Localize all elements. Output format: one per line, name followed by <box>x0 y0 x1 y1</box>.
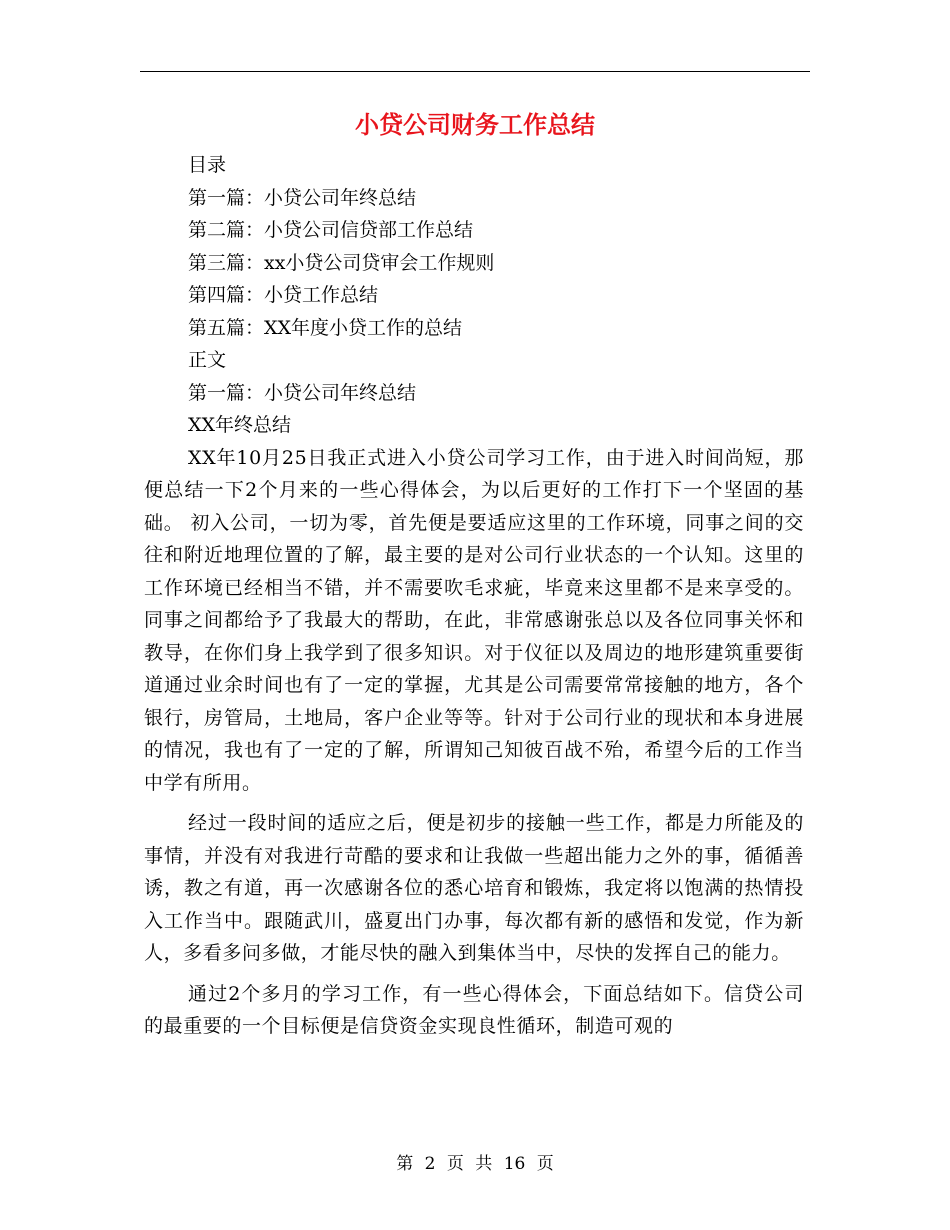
page-number: 第 2 页 共 16 页 <box>396 1154 554 1174</box>
toc-item-1: 第一篇：小贷公司年终总结 <box>188 186 417 209</box>
paragraph-1: XX年10月25日我正式进入小贷公司学习工作，由于进入时间尚短，那便总结一下2个月来的一些心得体会，为以后更好的工作打下一个坚固的基础。 初入公司，一切为零，首先便是要适应这里的工作环境，同事之间的交往和附近地理位置的了解，最主要的是对公司行业状态的一个认知。这里的工作环境已经相当不错，并不需要吹毛求疵，毕竟来这里都不是来享受的。同事之间都给予了我最大的帮助，在此，非常感谢张总以及各位同事关怀和教导，在你们身上我学到了很多知识。对于仪征以及周边的地形建筑重要街道通过业余时间也有了一定的掌握，尤其是公司需要常常接触的地方，各个银行，房管局，土地局，客户企业等等。针对于公司行业的现状和本身进展的情况，我也有了一定的了解，所谓知己知彼百战不殆，希望今后的工作当中学有所用。 <box>144 446 804 794</box>
paragraph-3: 通过2个多月的学习工作，有一些心得体会，下面总结如下。信贷公司的最重要的一个目标便是信贷资金实现良性循环，制造可观的 <box>144 982 804 1037</box>
document-body <box>144 149 804 1043</box>
toc-heading: 目录 <box>188 154 227 176</box>
section-subtitle: XX年终总结 <box>188 414 292 436</box>
header-rule <box>140 71 810 72</box>
document-title: 小贷公司财务工作总结 <box>355 110 595 139</box>
toc-item-3: 第三篇：xx小贷公司贷审会工作规则 <box>188 251 495 274</box>
toc-item-5: 第五篇：XX年度小贷工作的总结 <box>188 316 463 339</box>
paragraph-2: 经过一段时间的适应之后，便是初步的接触一些工作，都是力所能及的事情，并没有对我进行苛酷的要求和让我做一些超出能力之外的事，循循善诱，教之有道，再一次感谢各位的悉心培育和锻炼，我定将以饱满的热情投入工作当中。跟随武川，盛夏出门办事，每次都有新的感悟和发觉，作为新人，多看多问多做，才能尽快的融入到集体当中，尽快的发挥自己的能力。 <box>144 812 804 964</box>
section-title: 第一篇：小贷公司年终总结 <box>188 381 417 404</box>
body-heading: 正文 <box>188 349 227 371</box>
toc-item-4: 第四篇：小贷工作总结 <box>188 284 379 306</box>
toc-item-2: 第二篇：小贷公司信贷部工作总结 <box>188 219 474 241</box>
